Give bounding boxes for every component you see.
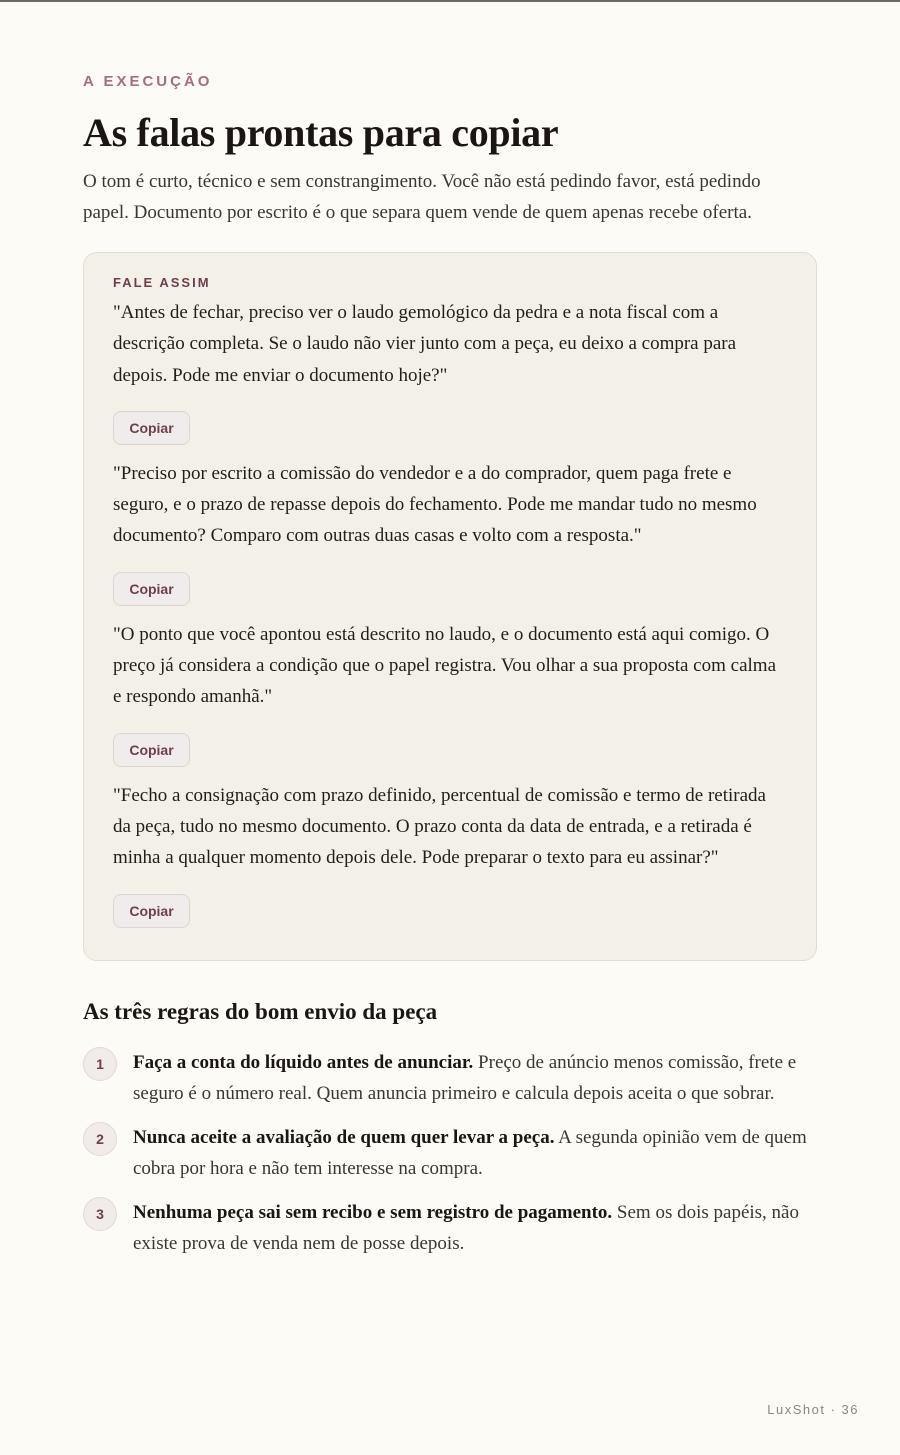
- rule-text: [133, 1122, 817, 1184]
- rule-text: [133, 1197, 817, 1259]
- rule-body: A segunda opinião vem de quem cobra por hora e não tem interesse na compra.: [133, 1126, 807, 1179]
- quote-text: "Preciso por escrito a comissão do vendedor e a do comprador, quem paga frete e seguro, e o prazo de repasse depois do fechamento. Pode me mandar tudo no mesmo documento? Comparo com outras duas casas e volto com a resposta.": [113, 462, 757, 547]
- quote-item: [113, 458, 787, 606]
- copy-button[interactable]: Copiar: [113, 572, 190, 606]
- card-label: FALE ASSIM: [113, 275, 211, 290]
- rule-bold: Faça a conta do líquido antes de anunciar.: [133, 1051, 474, 1073]
- quotes-card: [83, 252, 817, 961]
- rule-item: [83, 1047, 817, 1109]
- rule-item: [83, 1122, 817, 1184]
- copy-button[interactable]: Copiar: [113, 733, 190, 767]
- rule-number-badge: 2: [83, 1122, 117, 1156]
- rule-body: Preço de anúncio menos comissão, frete e seguro é o número real. Quem anuncia primeiro e calcula depois aceita o que sobrar.: [133, 1051, 797, 1104]
- copy-button[interactable]: Copiar: [113, 411, 190, 445]
- copy-button[interactable]: Copiar: [113, 894, 190, 928]
- page-content: [83, 72, 817, 1272]
- rule-body: Sem os dois papéis, não existe prova de venda nem de posse depois.: [133, 1201, 799, 1254]
- rules-list: [83, 1047, 817, 1259]
- rule-bold: Nenhuma peça sai sem recibo e sem registro de pagamento.: [133, 1201, 613, 1223]
- top-border: [0, 0, 900, 2]
- quote-item: [113, 619, 787, 767]
- quote-item: [113, 780, 787, 928]
- quote-text: "Antes de fechar, preciso ver o laudo gemológico da pedra e a nota fiscal com a descrição completa. Se o laudo não vier junto com a peça, eu deixo a compra para depois. Pode me enviar o documento hoje?": [113, 302, 737, 386]
- quote-text: "O ponto que você apontou está descrito no laudo, e o documento está aqui comigo. O preço já considera a condição que o papel registra. Vou olhar a sua proposta com calma e respondo amanhã.": [113, 623, 776, 708]
- rule-text: [133, 1047, 817, 1109]
- rules-heading: As três regras do bom envio da peça: [83, 998, 438, 1024]
- quote-item: [113, 297, 787, 445]
- page-footer: LuxShot · 36: [767, 1402, 859, 1417]
- intro-paragraph: O tom é curto, técnico e sem constrangimento. Você não está pedindo favor, está pedindo papel. Documento por escrito é o que separa quem vende de quem apenas recebe oferta.: [83, 171, 761, 223]
- rule-bold: Nunca aceite a avaliação de quem quer levar a peça.: [133, 1126, 555, 1148]
- quote-text: "Fecho a consignação com prazo definido, percentual de comissão e termo de retirada da peça, tudo no mesmo documento. O prazo conta da data de entrada, e a retirada é minha a qualquer momento depois dele. Pode preparar o texto para eu assinar?": [113, 784, 766, 869]
- section-eyebrow: A EXECUÇÃO: [83, 73, 213, 90]
- rule-number-badge: 1: [83, 1047, 117, 1081]
- page-title: As falas prontas para copiar: [83, 110, 559, 155]
- rule-item: [83, 1197, 817, 1259]
- rule-number-badge: 3: [83, 1197, 117, 1231]
